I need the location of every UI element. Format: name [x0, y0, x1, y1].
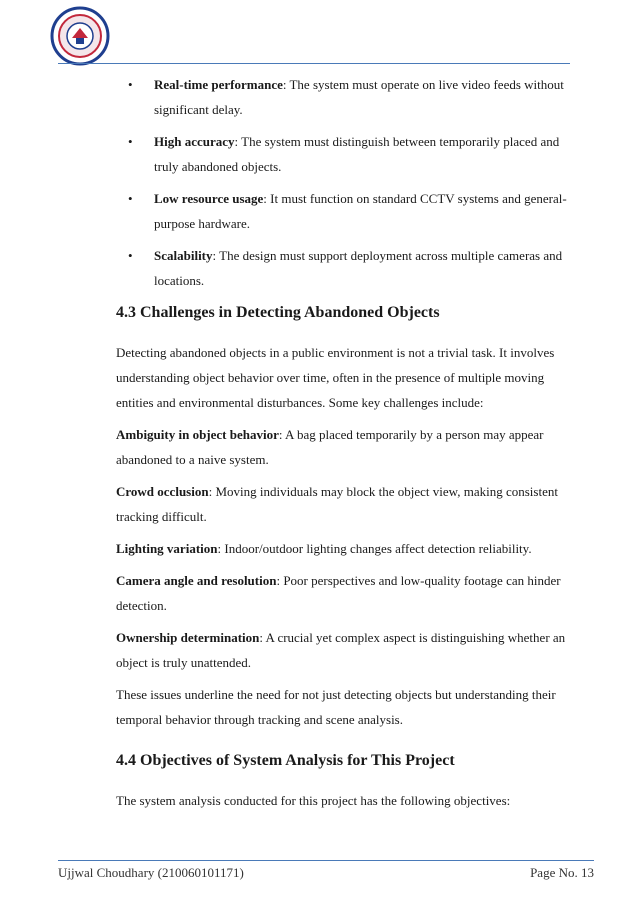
footer-author: Ujjwal Choudhary (210060101171) — [58, 865, 244, 880]
challenge-term: Ambiguity in object behavior — [116, 427, 279, 442]
bullet-marker: • — [128, 134, 133, 149]
bullet-text: : The design must support deployment across multiple cameras and locations. — [154, 248, 563, 288]
challenge-term: Camera angle and resolution — [116, 573, 277, 588]
challenge-text: : A bag placed temporarily by a person may appear abandoned to a naive system. — [116, 427, 544, 467]
bullet-text: : The system must operate on live video feeds without significant delay. — [154, 77, 564, 117]
header-rule — [58, 63, 570, 64]
bullet-term: High accuracy — [154, 134, 235, 149]
bullet-text: : It must function on standard CCTV systems and general-purpose hardware. — [154, 191, 567, 231]
challenge-text: : Poor perspectives and low-quality footage can hinder detection. — [116, 573, 561, 613]
list-item — [118, 186, 578, 236]
list-item — [118, 243, 578, 293]
footer-page-number: Page No. 13 — [530, 865, 594, 880]
footer-rule — [58, 860, 594, 861]
section-4-4-heading: 4.4 Objectives of System Analysis for This Project — [116, 752, 455, 769]
section-4-3-intro: Detecting abandoned objects in a public environment is not a trivial task. It involves understanding object behavior over time, often in the presence of multiple moving entities and environmental disturbances. Some key challenges include: — [116, 345, 555, 410]
bullet-marker: • — [128, 77, 133, 92]
challenge-text: : Moving individuals may block the object view, making consistent tracking difficult. — [116, 484, 558, 524]
challenge-term: Lighting variation — [116, 541, 218, 556]
challenge-term: Ownership determination — [116, 630, 260, 645]
bullet-term: Real-time performance — [154, 77, 283, 92]
section-4-3-heading: 4.3 Challenges in Detecting Abandoned Objects — [116, 304, 440, 321]
university-seal-logo — [50, 6, 110, 66]
challenge-item — [116, 422, 576, 472]
main-content — [116, 300, 576, 820]
requirements-bullet-list — [118, 72, 578, 300]
challenge-item — [116, 625, 576, 675]
list-item — [118, 129, 578, 179]
challenge-item — [116, 536, 576, 561]
bullet-marker: • — [128, 248, 133, 263]
bullet-marker: • — [128, 191, 133, 206]
challenge-item — [116, 568, 576, 618]
list-item — [118, 72, 578, 122]
challenge-text: : A crucial yet complex aspect is distinguishing whether an object is truly unattended. — [116, 630, 566, 670]
section-4-3-closing: These issues underline the need for not just detecting objects but understanding their temporal behavior through tracking and scene analysis. — [116, 687, 556, 727]
bullet-term: Scalability — [154, 248, 213, 263]
challenge-item — [116, 479, 576, 529]
challenge-text: : Indoor/outdoor lighting changes affect detection reliability. — [217, 541, 532, 556]
section-4-4-intro: The system analysis conducted for this project has the following objectives: — [116, 793, 511, 808]
challenge-term: Crowd occlusion — [116, 484, 209, 499]
bullet-text: : The system must distinguish between temporarily placed and truly abandoned objects. — [154, 134, 560, 174]
bullet-term: Low resource usage — [154, 191, 264, 206]
